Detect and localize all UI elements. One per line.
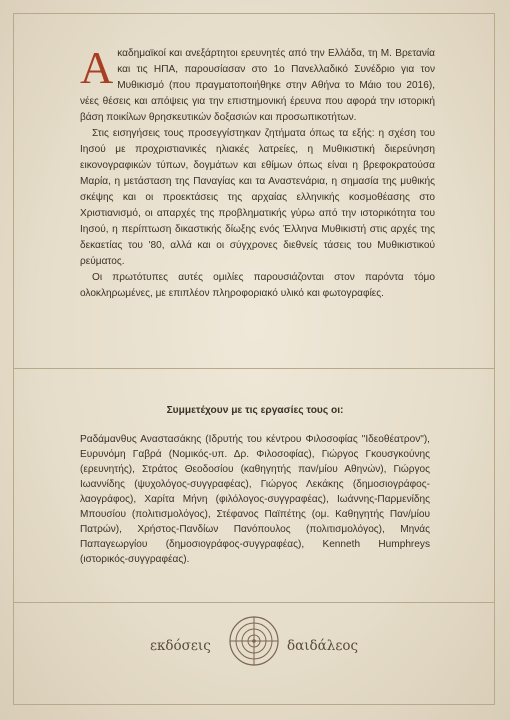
section-divider-bottom bbox=[13, 602, 495, 603]
section-divider-top bbox=[13, 368, 495, 369]
intro-paragraph-1 bbox=[80, 42, 435, 126]
drop-cap: Α bbox=[80, 42, 114, 93]
intro-text bbox=[80, 42, 435, 302]
publisher-name-right: δαιδάλεος bbox=[287, 638, 359, 654]
participants-list: Ραδάμανθυς Αναστασάκης (Ιδρυτής του κέντρου Φιλοσοφίας "Ιδεοθέατρον"), Ευρυνόμη Γαβρά (Νομικός-υπ. Δρ. Φιλοσοφίας), Γιώργος Γκουσγκούνης (ερευνητής), Στράτος Θεοδοσίου (καθηγητής παν/μίου Αθηνών), Γιώργος Ιωαννίδης (ψυχολόγος-συγγραφέας), Γιώργος Λεκάκης (δημοσιογράφος-λαογράφος), Χαρίτα Μήνη (φιλόλογος-συγγραφέας), Ιωάννης-Παρμενίδης Μπουσίου (πολιτισμολόγος), Στέφανος Παϊπέτης (ομ. Καθηγητής Παν/μίου Πατρών), Χρήστος-Πανδίων Πανόπουλος (πολιτισμολόγος), Μηνάς Παπαγεωργίου (δημοσιογράφος-συγγραφέας), Kenneth Humphreys (ιστορικός-συγγραφέας). bbox=[80, 434, 430, 565]
publisher-name-left: εκδόσεις bbox=[150, 638, 211, 654]
intro-paragraph-1-text: καδημαϊκοί και ανεξάρτητοι ερευνητές από την Ελλάδα, τη Μ. Βρετανία και τις ΗΠΑ, παρουσίασαν στο 1ο Πανελλαδικό Συνέδριο για τον Μυθικισμό (που πραγματοποιήθηκε στην Αθήνα το Μάιο του 2016), νέες θέσεις και απόψεις για την επιστημονική έρευνα που αφορά την ιστορική βάση ποικίλων θρησκευτικών δοξασιών και προσωπικοτήτων. bbox=[80, 48, 435, 123]
participants-title: Συμμετέχουν με τις εργασίες τους οι: bbox=[166, 405, 344, 416]
intro-paragraph-3: Οι πρωτότυπες αυτές ομιλίες παρουσιάζονται στον παρόντα τόμο ολοκληρωμένες, με επιπλέον πληροφοριακό υλικό και φωτογραφίες. bbox=[80, 272, 435, 299]
labyrinth-emblem-icon bbox=[228, 615, 280, 667]
intro-paragraph-2: Στις εισηγήσεις τους προσεγγίστηκαν ζητήματα όπως τα εξής: η σχέση του Ιησού με προχριστιανικές ηλιακές λατρείες, η Μυθικιστική διερεύνηση εικονογραφικών τύπων, δογμάτων και εθίμων όπως είναι η βρεφοκρατούσα Μαρία, η μετάσταση της Παναγίας και τα Αναστενάρια, η σημασία της μυθικής σκέψης και οι προεκτάσεις της αρχαίας ελληνικής κοσμοθέασης στο Χριστιανισμό, οι απαρχές της προβληματικής γύρω από την ιστορικότητα του Ιησού, η περίπτωση δικαστικής δίωξης ενός Έλληνα Μυθικιστή στις αρχές της δεκαετίας του '80, αλλά και οι σύγχρονες διεθνείς τάσεις του Μυθικιστικού ρεύματος. bbox=[80, 128, 435, 267]
